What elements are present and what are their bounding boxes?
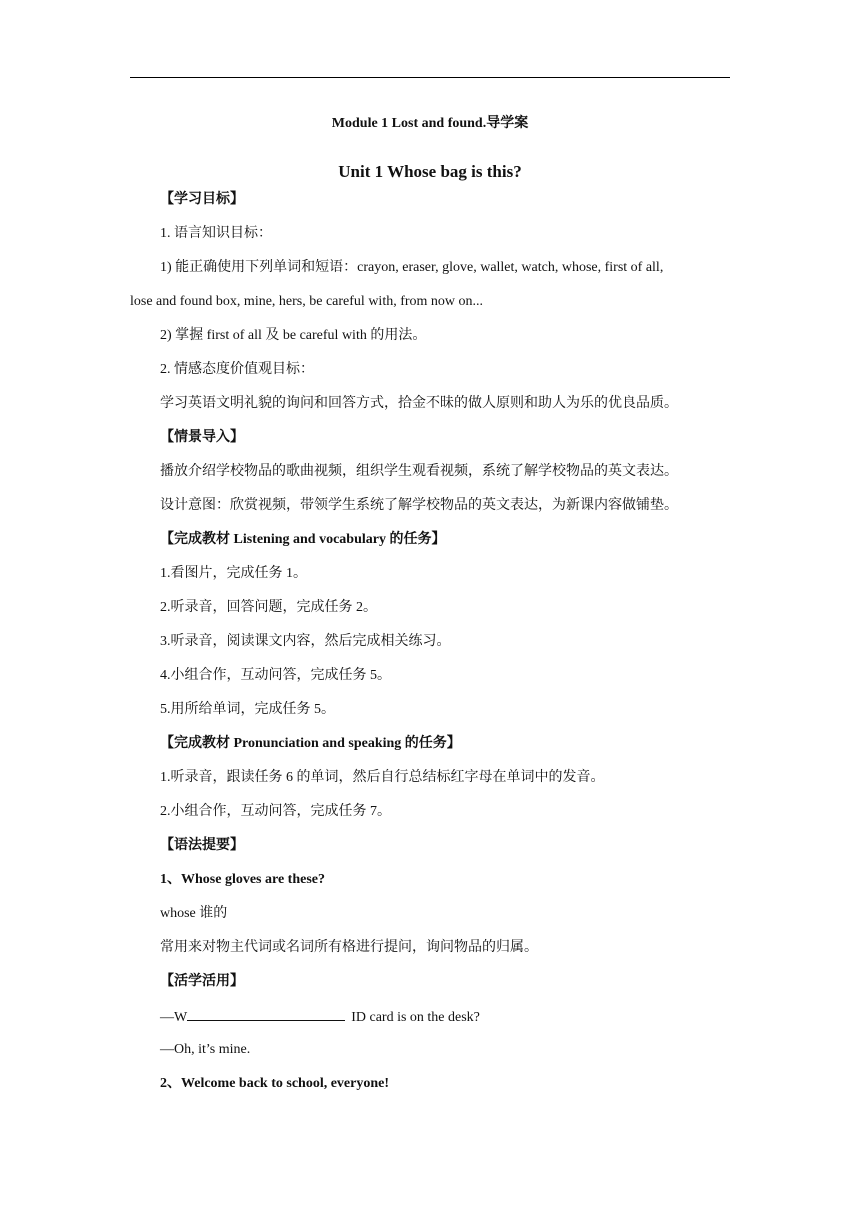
objectives-heading: 【学习目标】 [160,192,244,207]
list-item: 3.听录音，阅读课文内容，然后完成相关练习。 [160,634,451,649]
grammar-point-2: 2、Welcome back to school, everyone! [160,1076,390,1091]
module-title: Module 1 Lost and found.导学案 [331,116,529,131]
intro-heading: 【情景导入】 [160,430,244,445]
list-item: 5.用所给单词，完成任务 5。 [160,702,335,717]
answer-blank [187,1006,345,1021]
list-item: 1.听录音，跟读任务 6 的单词，然后自行总结标红字母在单词中的发音。 [160,770,605,785]
objective-item-2-text: 学习英语文明礼貌的询问和回答方式，拾金不昧的做人原则和助人为乐的优良品质。 [160,396,678,411]
practice-question-suffix: ID card is on the desk? [351,1010,480,1025]
listening-heading: 【完成教材 Listening and vocabulary 的任务】 [160,532,446,547]
objective-item-1-2: 2) 掌握 first of all 及 be careful with 的用法。 [160,328,427,343]
pronunciation-heading: 【完成教材 Pronunciation and speaking 的任务】 [160,736,461,751]
practice-question [160,1006,480,1028]
grammar-heading: 【语法提要】 [160,838,244,853]
intro-line-1: 播放介绍学校物品的歌曲视频，组织学生观看视频，系统了解学校物品的英文表达。 [160,464,678,479]
practice-heading: 【活学活用】 [160,974,244,989]
objective-item-1: 1. 语言知识目标： [160,226,272,241]
practice-answer: —Oh, it’s mine. [160,1042,251,1057]
objective-item-1-1a: 1) 能正确使用下列单词和短语：crayon, eraser, glove, wallet, watch, whose, first of all, [160,260,664,275]
list-item: 2.听录音，回答问题，完成任务 2。 [160,600,377,615]
intro-line-2: 设计意图：欣赏视频，带领学生系统了解学校物品的英文表达，为新课内容做铺垫。 [160,498,678,513]
list-item: 4.小组合作，互动问答，完成任务 5。 [160,668,391,683]
grammar-point-1: 1、Whose gloves are these? [160,872,325,887]
grammar-point-1-word: whose 谁的 [160,906,228,921]
list-item: 2.小组合作，互动问答，完成任务 7。 [160,804,391,819]
unit-title: Unit 1 Whose bag is this? [338,162,522,181]
list-item: 1.看图片，完成任务 1。 [160,566,307,581]
objective-item-2: 2. 情感态度价值观目标： [160,362,314,377]
header-rule [130,77,730,78]
practice-question-prefix: —W [160,1010,188,1025]
grammar-point-1-explain: 常用来对物主代词或名词所有格进行提问，询问物品的归属。 [160,940,538,955]
objective-item-1-1b: lose and found box, mine, hers, be careful with, from now on... [130,294,484,309]
